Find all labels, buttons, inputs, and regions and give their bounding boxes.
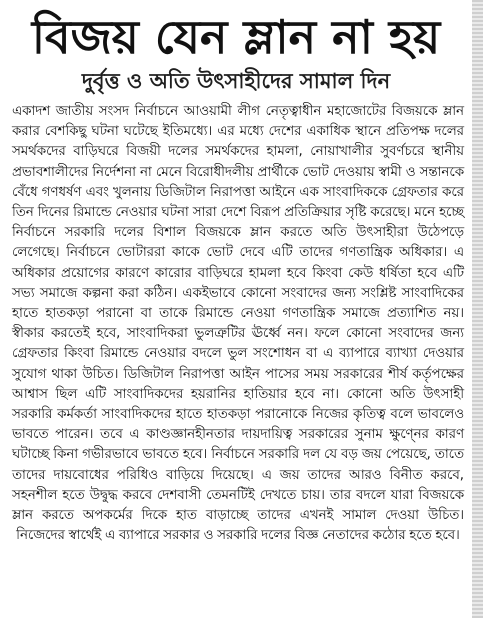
article-body: একাদশ জাতীয় সংসদ নির্বাচনে আওয়ামী লীগ নেতৃত্বাধীন মহাজোটের বিজয়কে ম্লান করার বেশকিছু ঘটনা ঘটেছে ইতিমধ্যে। এর মধ্যে দেশের একাধিক স্থানে প্রতিপক্ষ দলের সমর্থকদের বাড়িঘরে বিজয়ী দলের সমর্থকদের হামলা, নোয়াখালীর সুবর্ণচরে স্থানীয় প্রভাবশালীদের নির্দেশনা না মেনে বিরোধীদলীয় প্রার্থীকে ভোট দেওয়ায় স্বামী ও সন্তানকে বেঁধে গণধর্ষণ এবং খুলনায় ডিজিটাল নিরাপত্তা আইনে এক সাংবাদিককে গ্রেফতার করে তিন দিনের রিমান্ডে নেওয়ার ঘটনা সারা দেশে বিরূপ প্রতিক্রিয়ার সৃষ্টি করেছে। মনে হচ্ছে নির্বাচনে সরকারি দলের বিশাল বিজয়কে ম্লান করতে অতি উৎসাহীরা উঠেপড়ে লেগেছে। নির্বাচনে ভোটাররা কাকে ভোট দেবে এটি তাদের গণতান্ত্রিক অধিকার। এ অধিকার প্রয়োগের কারণে কারোর বাড়িঘরে হামলা হবে কিংবা কেউ ধর্ষিতা হবে এটি সভ্য সমাজে কল্পনা করা কঠিন। একইভাবে কোনো সংবাদের জন্য সংশ্লিষ্ট সাংবাদিকের হাতে হাতকড়া পরানো বা তাকে রিমান্ডে নেওয়া গণতান্ত্রিক সমাজে প্রত্যাশিত নয়। স্বীকার করতেই হবে, সাংবাদিকরা ভুলত্রুটির ঊর্ধ্বে নন। ফলে কোনো সংবাদের জন্য গ্রেফতার কিংবা রিমান্ডে নেওয়ার বদলে ভুল সংশোধন বা এ ব্যাপারে ব্যাখ্যা দেওয়ার সুযোগ থাকা উচিত। ডিজিটাল নিরাপত্তা আইন পাসের সময় সরকারের শীর্ষ কর্তৃপক্ষের আশ্বাস ছিল এটি সাংবাদিকদের হয়রানির হাতিয়ার হবে না। কোনো অতি উৎসাহী সরকারি কর্মকর্তা সাংবাদিকদের হাতে হাতকড়া পরানোকে নিজের কৃতিত্ব বলে ভাবলেও ভাবতে পারেন। তবে এ কাণ্ডজ্ঞানহীনতার দায়দায়িত্ব সরকারের সুনাম ক্ষুণ্নের কারণ ঘটাচ্ছে কিনা গভীরভাবে ভাবতে হবে। নির্বাচনে সরকারি দল যে বড় জয় পেয়েছে, তাতে তাদের দায়বোধের পরিধিও বাড়িয়ে দিয়েছে। এ জয় তাদের আরও বিনীত করবে, সহনশীল হতে উদ্বুদ্ধ করবে দেশবাসী তেমনটিই দেখতে চায়। তার বদলে যারা বিজয়কে ম্লান করতে অপকর্মের দিকে হাত বাড়াচ্ছে তাদের এখনই সামাল দেওয়া উচিত। নিজেদের স্বার্থেই এ ব্যাপারে সরকার ও সরকারি দলের বিজ্ঞ নেতাদের কঠোর হতে হবে। <box>12 104 464 544</box>
headline: বিজয় যেন ম্লান না হয় <box>31 10 441 64</box>
page-edge-shadow <box>472 0 483 618</box>
subheadline: দুর্বৃত্ত ও অতি উৎসাহীদের সামাল দিন <box>81 69 391 93</box>
